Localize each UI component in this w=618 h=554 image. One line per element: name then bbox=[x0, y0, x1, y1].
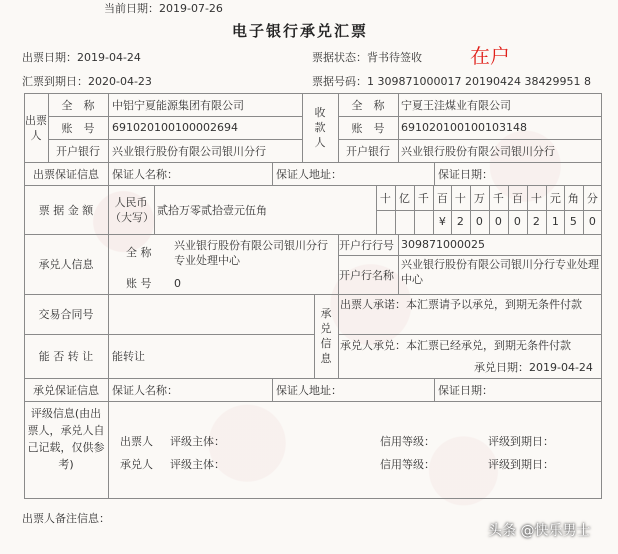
amount-unit: 分 bbox=[586, 192, 598, 205]
drawer-guarantor-address-label: 保证人地址： bbox=[276, 167, 342, 181]
rating-drawer-level-label: 信用等级： bbox=[380, 435, 435, 448]
acceptor-name: 兴业银行股份有限公司银川分行专业处理中心 bbox=[174, 239, 328, 267]
amount-unit: 千 bbox=[492, 192, 504, 205]
payee-bank: 兴业银行股份有限公司银川分行 bbox=[401, 144, 555, 158]
acceptor-account: 0 bbox=[174, 276, 181, 290]
acceptor-bank-no-label: 开户行行号 bbox=[339, 238, 394, 252]
accept-date: 承兑日期：2019-04-24 bbox=[474, 361, 593, 374]
drawer-account: 691020100100002694 bbox=[112, 121, 238, 134]
acceptor-label: 承兑人信息 bbox=[38, 258, 94, 271]
drawer-guarantee-date-label: 保证日期： bbox=[438, 167, 493, 181]
contract-label: 交易合同号 bbox=[38, 308, 94, 321]
amount-digit: 0 bbox=[494, 215, 502, 228]
rating-drawer-subject-label: 评级主体： bbox=[170, 435, 225, 448]
transfer-value: 能转让 bbox=[112, 350, 145, 363]
drawer-remark: 出票人备注信息： bbox=[22, 512, 110, 525]
amount-unit: 元 bbox=[549, 192, 561, 205]
amount-digit: 2 bbox=[456, 215, 464, 228]
amount-digit: 0 bbox=[513, 215, 521, 228]
amount-unit: 十 bbox=[454, 192, 466, 205]
acceptor-account-label: 账 号 bbox=[126, 277, 152, 290]
payee-name-label: 全 称 bbox=[351, 98, 385, 112]
drawer-bank-label: 开户银行 bbox=[56, 144, 100, 158]
amount-unit: 万 bbox=[473, 192, 485, 205]
watermark-text: 头条 @快乐男士 bbox=[488, 523, 591, 539]
rating-label: 评级信息(由出票人，承兑人自己记载，仅供参考) bbox=[27, 407, 105, 471]
commitment-side-label: 承兑信息 bbox=[320, 307, 332, 365]
rating-drawer-due-label: 评级到期日： bbox=[488, 435, 554, 448]
in-account-stamp: 在户 bbox=[470, 44, 510, 68]
drawer-side-label: 出票人 bbox=[25, 113, 47, 142]
transfer-label: 能 否 转 让 bbox=[38, 350, 94, 363]
drawer-account-label: 账 号 bbox=[61, 121, 95, 135]
due-date: 汇票到期日：2020-04-23 bbox=[22, 75, 152, 88]
amount-unit: 十 bbox=[530, 192, 542, 205]
amount-unit: 十 bbox=[379, 192, 391, 205]
bill-number: 票据号码：1 309871000017 20190424 38429951 8 bbox=[312, 75, 591, 88]
accept-guarantor-name-label: 保证人名称： bbox=[112, 383, 178, 397]
acceptor-bank-no: 309871000025 bbox=[401, 238, 485, 251]
amount-digit: ¥ bbox=[438, 215, 446, 228]
rating-acceptor: 承兑人 bbox=[120, 458, 153, 471]
amount-digit: 0 bbox=[588, 215, 596, 228]
payee-account: 691020100100103148 bbox=[401, 121, 527, 134]
amount-unit: 百 bbox=[436, 192, 448, 205]
accept-guarantee-label: 承兑保证信息 bbox=[33, 383, 99, 397]
current-date: 当前日期：2019-07-26 bbox=[104, 2, 223, 15]
drawer-guarantor-name-label: 保证人名称： bbox=[112, 167, 178, 181]
acceptor-name-label: 全 称 bbox=[126, 246, 152, 259]
amount-unit: 角 bbox=[567, 192, 579, 205]
watermark bbox=[488, 520, 590, 540]
drawer-name: 中铝宁夏能源集团有限公司 bbox=[112, 98, 244, 112]
rating-drawer: 出票人 bbox=[120, 435, 153, 448]
rating-acceptor-subject-label: 评级主体： bbox=[170, 458, 225, 471]
amount-digit: 1 bbox=[551, 215, 559, 228]
payee-account-label: 账 号 bbox=[351, 121, 385, 135]
amount-digit: 2 bbox=[532, 215, 540, 228]
page-title: 电子银行承兑汇票 bbox=[232, 22, 369, 40]
payee-name: 宁夏王洼煤业有限公司 bbox=[401, 98, 511, 112]
amount-label: 票 据 金 额 bbox=[38, 203, 94, 217]
acceptor-bank-name-label: 开户行名称 bbox=[339, 268, 394, 282]
acceptor-promise: 承兑人承兑：本汇票已经承兑，到期无条件付款 bbox=[340, 339, 571, 352]
accept-guarantor-address-label: 保证人地址： bbox=[276, 383, 342, 397]
payee-bank-label: 开户银行 bbox=[346, 144, 390, 158]
amount-unit: 百 bbox=[511, 192, 523, 205]
rating-acceptor-due-label: 评级到期日： bbox=[488, 458, 554, 471]
rating-acceptor-level-label: 信用等级： bbox=[380, 458, 435, 471]
drawer-guarantee-label: 出票保证信息 bbox=[33, 167, 99, 181]
amount-currency: 人民币（大写） bbox=[110, 195, 154, 224]
drawer-promise: 出票人承诺：本汇票请予以承兑，到期无条件付款 bbox=[340, 298, 582, 311]
drawer-name-label: 全 称 bbox=[61, 98, 95, 112]
payee-side-label: 收款人 bbox=[314, 106, 326, 149]
amount-unit: 千 bbox=[417, 192, 429, 205]
amount-digit: 0 bbox=[475, 215, 483, 228]
acceptor-bank-name: 兴业银行股份有限公司银川分行专业处理中心 bbox=[401, 258, 599, 286]
amount-unit: 亿 bbox=[398, 192, 410, 205]
accept-guarantee-date-label: 保证日期： bbox=[438, 383, 493, 397]
issue-date: 出票日期：2019-04-24 bbox=[22, 51, 141, 64]
bill-status: 票据状态：背书待签收 bbox=[312, 51, 422, 64]
amount-in-words: 贰拾万零贰拾壹元伍角 bbox=[157, 203, 267, 217]
drawer-bank: 兴业银行股份有限公司银川分行 bbox=[112, 144, 266, 158]
amount-digit: 5 bbox=[569, 215, 577, 228]
